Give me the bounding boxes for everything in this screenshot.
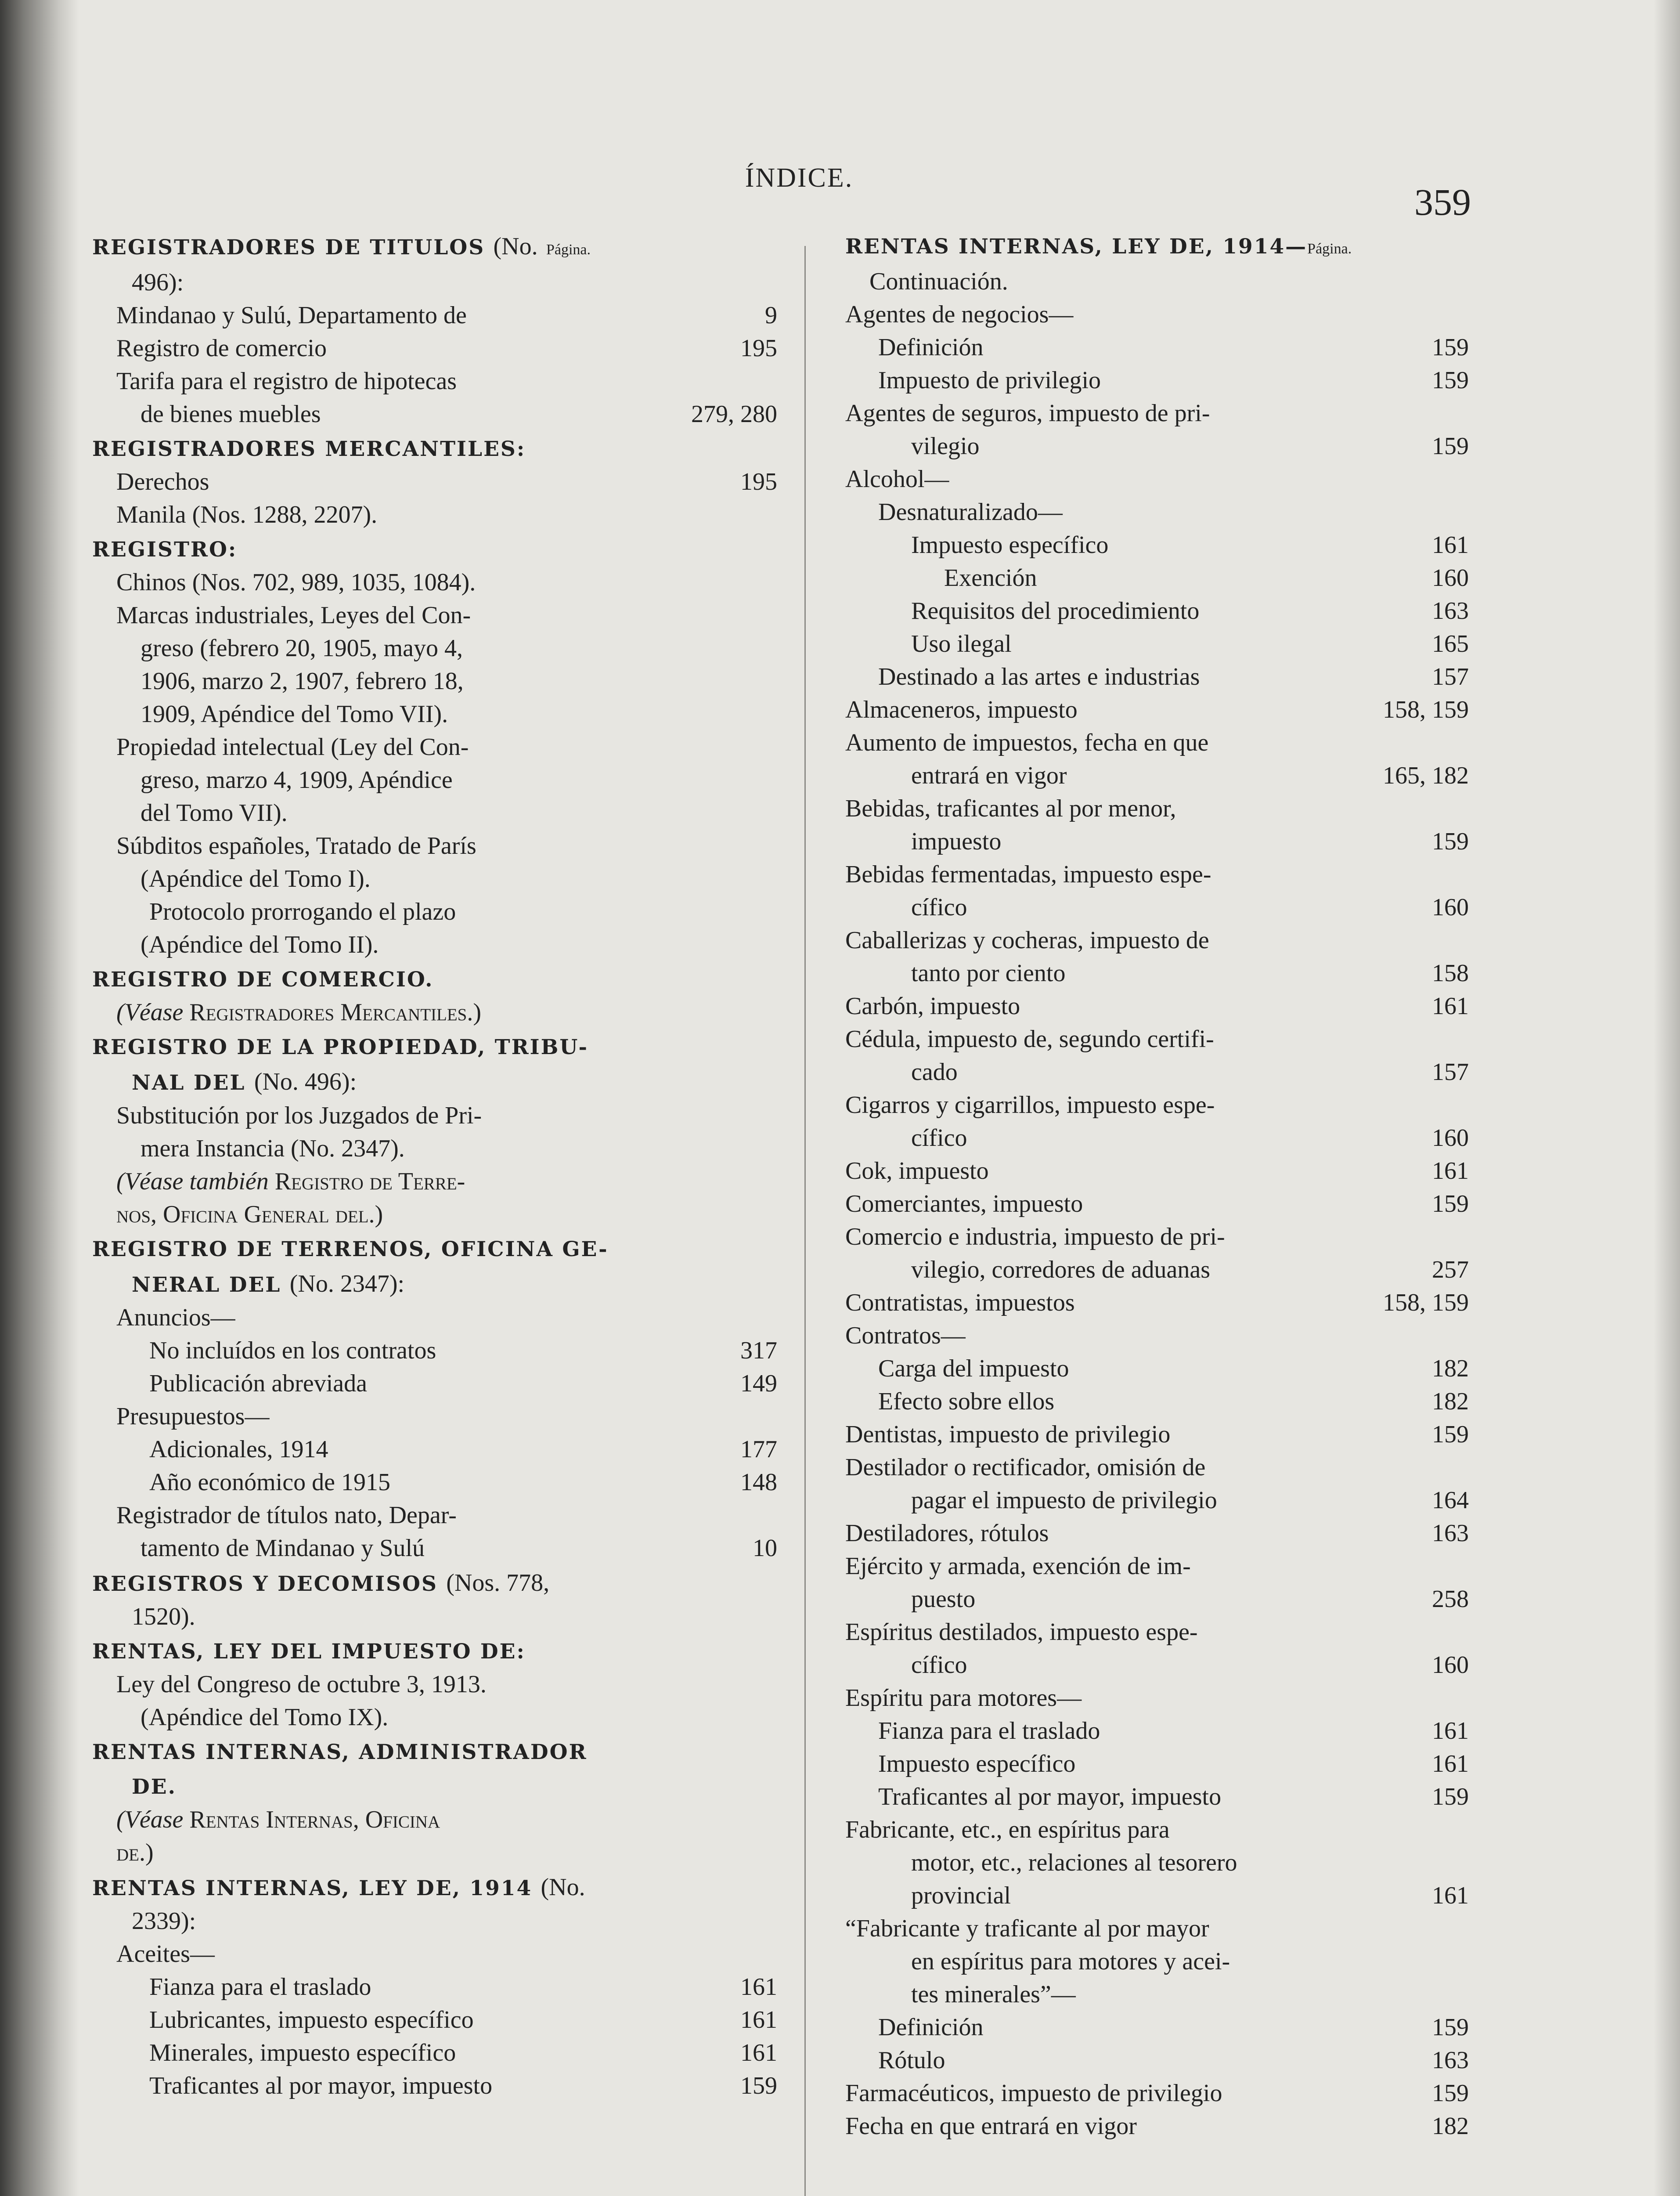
entry-text: impuesto bbox=[911, 828, 1002, 855]
index-entry bbox=[845, 1253, 1469, 1286]
entry-text: Rótulo bbox=[878, 2047, 945, 2074]
section-heading: REGISTRO DE TERRENOS, OFICINA GE- bbox=[92, 1237, 609, 1261]
section-heading bbox=[92, 1567, 777, 1600]
index-entry bbox=[92, 1971, 777, 2004]
entry-text: puesto bbox=[911, 1586, 976, 1613]
entry-text: Cok, impuesto bbox=[845, 1157, 989, 1185]
entry-page: 148 bbox=[740, 1469, 777, 1496]
index-entry bbox=[92, 2004, 777, 2037]
index-entry bbox=[845, 1517, 1469, 1550]
entry-text: Dentistas, impuesto de privilegio bbox=[845, 1421, 1171, 1448]
entry-text: Registro de comercio bbox=[116, 335, 327, 362]
index-entry bbox=[92, 1532, 777, 1565]
index-entry bbox=[845, 1879, 1469, 1912]
index-entry bbox=[845, 298, 1469, 331]
see-also-prefix: (Véase también bbox=[116, 1168, 269, 1195]
entry-text: Farmacéuticos, impuesto de privilegio bbox=[845, 2080, 1222, 2107]
index-section-rentas-ley-1914 bbox=[92, 1871, 777, 2102]
index-entry: Aceites— bbox=[116, 1940, 215, 1968]
entry-text: Manila (Nos. 1288, 2207). bbox=[116, 501, 378, 528]
entry-page: 159 bbox=[1432, 1190, 1469, 1217]
entry-page: 158 bbox=[1432, 960, 1469, 987]
index-entry: Anuncios— bbox=[116, 1304, 235, 1331]
entry-page: 161 bbox=[1432, 531, 1469, 559]
entry-text: Traficantes al por mayor, impuesto bbox=[878, 1783, 1222, 1810]
entry-text: Agentes de seguros, impuesto de pri- bbox=[845, 400, 1210, 427]
index-entry bbox=[845, 1813, 1469, 1846]
index-entry bbox=[845, 1221, 1469, 1253]
heading-text: RENTAS INTERNAS, LEY DE, 1914 bbox=[92, 1876, 533, 1900]
entry-page: 163 bbox=[1432, 597, 1469, 625]
entry-page: 159 bbox=[1432, 367, 1469, 394]
page-binding-shadow bbox=[0, 0, 79, 2196]
index-entry bbox=[92, 1433, 777, 1466]
section-heading: REGISTRO: bbox=[92, 538, 238, 562]
pagina-label: Página. bbox=[1307, 241, 1352, 257]
index-entry: Chinos (Nos. 702, 989, 1035, 1084). bbox=[116, 569, 476, 596]
entry-text: Adicionales, 1914 bbox=[149, 1436, 328, 1463]
section-heading: REGISTRO DE COMERCIO. bbox=[92, 968, 434, 992]
see-also-target: Registradores Mercantiles.) bbox=[189, 999, 481, 1026]
index-entry bbox=[92, 1334, 777, 1367]
index-entry bbox=[845, 661, 1469, 693]
entry-text: Carbón, impuesto bbox=[845, 993, 1020, 1020]
index-section-registro-propiedad bbox=[92, 1031, 777, 1231]
entry-page: 160 bbox=[1432, 1651, 1469, 1679]
entry-page: 317 bbox=[740, 1337, 777, 1364]
index-entry bbox=[92, 332, 777, 365]
heading-reference: (No. 2347): bbox=[289, 1270, 405, 1297]
entry-text: Destinado a las artes e industrias bbox=[878, 663, 1200, 690]
index-entry bbox=[845, 759, 1469, 792]
index-entry bbox=[845, 1781, 1469, 1813]
heading-reference-cont: 496): bbox=[132, 269, 184, 296]
index-entry bbox=[845, 1451, 1469, 1484]
index-section-registro bbox=[92, 533, 777, 961]
see-also-target-cont: nos, Oficina General del.) bbox=[116, 1201, 383, 1228]
index-entry bbox=[845, 1056, 1469, 1089]
entry-text: Aumento de impuestos, fecha en que bbox=[845, 729, 1209, 756]
index-entry bbox=[845, 628, 1469, 661]
entry-text: tamento de Mindanao y Sulú bbox=[141, 1535, 425, 1562]
entry-text: Traficantes al por mayor, impuesto bbox=[149, 2072, 493, 2099]
index-entry bbox=[845, 2011, 1469, 2044]
index-entry: (Apéndice del Tomo I). bbox=[141, 865, 371, 892]
index-entry bbox=[845, 858, 1469, 891]
index-entry: Protocolo prorrogando el plazo bbox=[149, 898, 456, 925]
entry-page: 161 bbox=[740, 2039, 777, 2066]
entry-page: 158, 159 bbox=[1383, 1289, 1469, 1316]
section-heading-cont bbox=[92, 1065, 777, 1099]
entry-page: 149 bbox=[740, 1370, 777, 1397]
entry-page: 161 bbox=[1432, 993, 1469, 1020]
see-also-prefix: (Véase bbox=[116, 1806, 184, 1833]
entry-page: 160 bbox=[1432, 1124, 1469, 1152]
index-entry bbox=[845, 2110, 1469, 2143]
entry-text: Destiladores, rótulos bbox=[845, 1520, 1049, 1547]
entry-page: 177 bbox=[740, 1436, 777, 1463]
index-entry bbox=[845, 1748, 1469, 1781]
index-entry bbox=[845, 496, 1469, 529]
entry-page: 258 bbox=[1432, 1586, 1469, 1613]
entry-text: Comerciantes, impuesto bbox=[845, 1190, 1083, 1217]
entry-text: Lubricantes, impuesto específico bbox=[149, 2006, 474, 2033]
index-entry: 1909, Apéndice del Tomo VII). bbox=[141, 701, 448, 728]
entry-text: Contratistas, impuestos bbox=[845, 1289, 1075, 1316]
index-entry: mera Instancia (No. 2347). bbox=[141, 1135, 405, 1162]
index-section-rentas-administrador bbox=[92, 1736, 777, 1869]
index-entry bbox=[845, 1682, 1469, 1715]
index-entry bbox=[845, 1385, 1469, 1418]
index-entry bbox=[845, 2044, 1469, 2077]
entry-page: 165 bbox=[1432, 630, 1469, 657]
index-entry bbox=[845, 693, 1469, 726]
section-heading: RENTAS INTERNAS, ADMINISTRADOR bbox=[92, 1740, 588, 1764]
entry-page: 159 bbox=[1432, 1783, 1469, 1810]
see-also-target: Registro de Terre- bbox=[274, 1168, 465, 1195]
entry-page: 159 bbox=[740, 2072, 777, 2099]
entry-text: Definición bbox=[878, 2014, 984, 2041]
index-section-registros-decomisos bbox=[92, 1567, 777, 1633]
index-entry bbox=[92, 398, 777, 431]
entry-page: 9 bbox=[765, 302, 777, 329]
section-heading: REGISTRADORES MERCANTILES: bbox=[92, 437, 526, 461]
entry-text: cífico bbox=[911, 894, 967, 921]
section-heading-cont bbox=[92, 1268, 777, 1301]
index-entry bbox=[845, 825, 1469, 858]
entry-page: 157 bbox=[1432, 663, 1469, 690]
entry-page: 182 bbox=[1432, 2113, 1469, 2140]
entry-text: cífico bbox=[911, 1124, 967, 1152]
entry-text: Derechos bbox=[116, 468, 209, 495]
right-column bbox=[845, 228, 1469, 2143]
entry-text: No incluídos en los contratos bbox=[149, 1337, 436, 1364]
index-entry bbox=[92, 1367, 777, 1400]
see-also-prefix: (Véase bbox=[116, 999, 184, 1026]
entry-page: 182 bbox=[1432, 1388, 1469, 1415]
index-entry: Substitución por los Juzgados de Pri- bbox=[116, 1102, 482, 1129]
index-entry: greso, marzo 4, 1909, Apéndice bbox=[141, 766, 453, 794]
entry-page: 279, 280 bbox=[691, 401, 777, 428]
page-title: ÍNDICE. bbox=[745, 163, 854, 193]
see-also-target-cont: de.) bbox=[116, 1839, 154, 1866]
see-also-reference bbox=[92, 996, 777, 1029]
index-entry bbox=[845, 1319, 1469, 1352]
index-entry bbox=[845, 1846, 1469, 1879]
entry-text: Cédula, impuesto de, segundo certifi- bbox=[845, 1026, 1214, 1053]
pagina-label: Página. bbox=[546, 242, 591, 258]
entry-text: Cigarros y cigarrillos, impuesto espe- bbox=[845, 1091, 1215, 1119]
index-section-registradores-mercantiles bbox=[92, 433, 777, 531]
entry-text: Impuesto específico bbox=[911, 531, 1109, 559]
entry-page: 159 bbox=[1432, 1421, 1469, 1448]
entry-text: vilegio bbox=[911, 433, 980, 460]
entry-text: Almaceneros, impuesto bbox=[845, 696, 1078, 723]
index-entry: Marcas industriales, Leyes del Con- bbox=[116, 602, 471, 629]
index-entry bbox=[845, 2077, 1469, 2110]
entry-text: en espíritus para motores y acei- bbox=[911, 1948, 1230, 1975]
entry-text: Requisitos del procedimiento bbox=[911, 597, 1200, 625]
index-section-registro-comercio bbox=[92, 963, 777, 1029]
index-entry bbox=[92, 2070, 777, 2102]
heading-text: NAL DEL bbox=[132, 1071, 246, 1095]
entry-text: motor, etc., relaciones al tesorero bbox=[911, 1849, 1237, 1876]
entry-text: Contratos— bbox=[845, 1322, 966, 1349]
index-entry bbox=[92, 299, 777, 332]
entry-page: 160 bbox=[1432, 564, 1469, 592]
section-heading bbox=[845, 230, 1469, 265]
entry-text: Año económico de 1915 bbox=[149, 1469, 390, 1496]
entry-page: 163 bbox=[1432, 2047, 1469, 2074]
entry-text: vilegio, corredores de aduanas bbox=[911, 1256, 1211, 1283]
index-entry bbox=[845, 331, 1469, 364]
entry-text: cado bbox=[911, 1058, 958, 1086]
index-entry bbox=[845, 364, 1469, 397]
index-entry: (Apéndice del Tomo IX). bbox=[141, 1704, 389, 1731]
heading-text: RENTAS INTERNAS, LEY DE, 1914— bbox=[845, 235, 1308, 259]
index-entry bbox=[92, 2037, 777, 2070]
section-heading: REGISTRO DE LA PROPIEDAD, TRIBU- bbox=[92, 1035, 589, 1059]
index-entry: del Tomo VII). bbox=[141, 799, 288, 827]
entry-page: 161 bbox=[740, 1973, 777, 2001]
index-entry bbox=[845, 562, 1469, 595]
index-entry: Ley del Congreso de octubre 3, 1913. bbox=[116, 1671, 487, 1698]
index-entry bbox=[845, 1649, 1469, 1682]
entry-text: pagar el impuesto de privilegio bbox=[911, 1487, 1217, 1514]
index-entry bbox=[845, 595, 1469, 628]
entry-text: entrará en vigor bbox=[911, 762, 1067, 789]
index-entry bbox=[845, 792, 1469, 825]
entry-text: Fabricante, etc., en espíritus para bbox=[845, 1816, 1170, 1843]
entry-text: Exención bbox=[944, 564, 1037, 592]
entry-page: 161 bbox=[740, 2006, 777, 2033]
entry-text: provincial bbox=[911, 1882, 1011, 1909]
index-entry bbox=[845, 891, 1469, 924]
entry-page: 159 bbox=[1432, 433, 1469, 460]
heading-text: REGISTROS Y DECOMISOS bbox=[92, 1572, 438, 1596]
entry-page: 161 bbox=[1432, 1750, 1469, 1777]
heading-reference-cont: 1520). bbox=[132, 1603, 195, 1630]
entry-page: 159 bbox=[1432, 2080, 1469, 2107]
entry-page: 165, 182 bbox=[1383, 762, 1469, 789]
entry-text: Espíritu para motores— bbox=[845, 1684, 1082, 1712]
entry-text: Efecto sobre ellos bbox=[878, 1388, 1055, 1415]
index-section-registro-terrenos bbox=[92, 1233, 777, 1565]
entry-text: Fecha en que entrará en vigor bbox=[845, 2113, 1137, 2140]
entry-text: Publicación abreviada bbox=[149, 1370, 368, 1397]
entry-text: “Fabricante y traficante al por mayor bbox=[845, 1915, 1209, 1942]
index-entry bbox=[845, 463, 1469, 496]
entry-text: Fianza para el traslado bbox=[149, 1973, 371, 2001]
entry-text: cífico bbox=[911, 1651, 967, 1679]
section-heading: RENTAS, LEY DEL IMPUESTO DE: bbox=[92, 1640, 526, 1664]
heading-reference-cont: 2339): bbox=[132, 1907, 196, 1935]
entry-page: 161 bbox=[1432, 1157, 1469, 1185]
index-entry bbox=[845, 726, 1469, 759]
entry-page: 161 bbox=[1432, 1882, 1469, 1909]
entry-page: 157 bbox=[1432, 1058, 1469, 1086]
entry-page: 195 bbox=[740, 468, 777, 495]
index-entry bbox=[845, 990, 1469, 1023]
index-entry bbox=[92, 1466, 777, 1499]
heading-text: REGISTRADORES DE TITULOS bbox=[92, 235, 485, 260]
heading-reference: (No. bbox=[541, 1874, 585, 1901]
section-heading bbox=[92, 1871, 777, 1905]
entry-text: Uso ilegal bbox=[911, 630, 1012, 657]
index-entry bbox=[845, 1122, 1469, 1155]
index-entry bbox=[845, 1089, 1469, 1122]
index-entry bbox=[845, 1550, 1469, 1583]
entry-text: Bebidas, traficantes al por menor, bbox=[845, 795, 1176, 822]
entry-page: 182 bbox=[1432, 1355, 1469, 1382]
entry-text: Comercio e industria, impuesto de pri- bbox=[845, 1223, 1225, 1250]
index-entry bbox=[845, 1023, 1469, 1056]
index-entry: Súbditos españoles, Tratado de París bbox=[116, 832, 476, 860]
entry-page: 158, 159 bbox=[1383, 696, 1469, 723]
entry-text: Ejército y armada, exención de im- bbox=[845, 1553, 1191, 1580]
entry-text: tes minerales”— bbox=[911, 1981, 1076, 2008]
entry-page: 160 bbox=[1432, 894, 1469, 921]
index-entry bbox=[845, 924, 1469, 957]
index-entry bbox=[92, 466, 777, 498]
index-entry bbox=[845, 1286, 1469, 1319]
index-entry bbox=[845, 1418, 1469, 1451]
index-entry bbox=[845, 529, 1469, 562]
entry-page: 159 bbox=[1432, 2014, 1469, 2041]
index-entry bbox=[845, 1155, 1469, 1188]
entry-text: Alcohol— bbox=[845, 466, 949, 493]
entry-text: Impuesto de privilegio bbox=[878, 367, 1101, 394]
heading-reference: (Nos. 778, bbox=[446, 1569, 550, 1596]
see-also-target: Rentas Internas, Oficina bbox=[189, 1806, 440, 1833]
entry-text: Carga del impuesto bbox=[878, 1355, 1069, 1382]
entry-page: 163 bbox=[1432, 1520, 1469, 1547]
entry-text: Mindanao y Sulú, Departamento de bbox=[116, 302, 467, 329]
continuation-label: Continuación. bbox=[869, 268, 1008, 295]
index-entry bbox=[845, 1188, 1469, 1221]
entry-text: tanto por ciento bbox=[911, 960, 1066, 987]
index-section-rentas-ley-impuesto bbox=[92, 1635, 777, 1734]
entry-page: 257 bbox=[1432, 1256, 1469, 1283]
index-entry bbox=[845, 1945, 1469, 1978]
index-entry bbox=[92, 498, 777, 531]
index-entry: Propiedad intelectual (Ley del Con- bbox=[116, 733, 469, 761]
index-entry bbox=[845, 1978, 1469, 2011]
index-entry bbox=[845, 1583, 1469, 1616]
entry-text: Tarifa para el registro de hipotecas bbox=[116, 368, 457, 395]
index-entry bbox=[845, 1352, 1469, 1385]
index-entry bbox=[845, 1484, 1469, 1517]
index-entry bbox=[845, 397, 1469, 430]
entry-text: Desnaturalizado— bbox=[878, 498, 1063, 526]
entry-page: 159 bbox=[1432, 334, 1469, 361]
index-entry bbox=[845, 1912, 1469, 1945]
see-also-reference bbox=[92, 1803, 777, 1836]
entry-text: Minerales, impuesto específico bbox=[149, 2039, 456, 2066]
index-entry bbox=[845, 1715, 1469, 1748]
right-entries-list bbox=[845, 298, 1469, 2143]
entry-text: Agentes de negocios— bbox=[845, 301, 1074, 328]
entry-page: 10 bbox=[753, 1535, 777, 1562]
page-edge-shadow bbox=[1654, 0, 1680, 2196]
index-entry bbox=[845, 1616, 1469, 1649]
entry-text: Espíritus destilados, impuesto espe- bbox=[845, 1618, 1198, 1646]
see-also-reference bbox=[92, 1165, 777, 1198]
heading-reference: (No. bbox=[493, 233, 538, 260]
index-entry: (Apéndice del Tomo II). bbox=[141, 931, 379, 958]
index-entry bbox=[845, 957, 1469, 990]
entry-text: Impuesto específico bbox=[878, 1750, 1076, 1777]
entry-page: 164 bbox=[1432, 1487, 1469, 1514]
page-number: 359 bbox=[1414, 181, 1471, 223]
entry-text: Definición bbox=[878, 334, 984, 361]
heading-text: NERAL DEL bbox=[132, 1273, 281, 1297]
entry-page: 195 bbox=[740, 335, 777, 362]
section-heading-cont: DE. bbox=[132, 1775, 177, 1799]
entry-text: de bienes muebles bbox=[141, 401, 321, 428]
entry-text: Destilador o rectificador, omisión de bbox=[845, 1454, 1206, 1481]
section-heading bbox=[92, 230, 777, 266]
index-entry bbox=[845, 430, 1469, 463]
left-column bbox=[92, 228, 777, 2102]
entry-text: Caballerizas y cocheras, impuesto de bbox=[845, 927, 1209, 954]
entry-text: Bebidas fermentadas, impuesto espe- bbox=[845, 861, 1211, 888]
entry-text: Fianza para el traslado bbox=[878, 1717, 1100, 1745]
index-entry: greso (febrero 20, 1905, mayo 4, bbox=[141, 635, 463, 662]
index-entry bbox=[92, 365, 777, 398]
entry-page: 159 bbox=[1432, 828, 1469, 855]
column-divider bbox=[804, 246, 806, 2196]
heading-reference: (No. 496): bbox=[254, 1068, 357, 1095]
index-entry: Presupuestos— bbox=[116, 1403, 270, 1430]
entry-page: 161 bbox=[1432, 1717, 1469, 1745]
index-entry: Registrador de títulos nato, Depar- bbox=[116, 1502, 457, 1529]
index-entry: 1906, marzo 2, 1907, febrero 18, bbox=[141, 668, 464, 695]
index-section-registradores-titulos bbox=[92, 230, 777, 431]
